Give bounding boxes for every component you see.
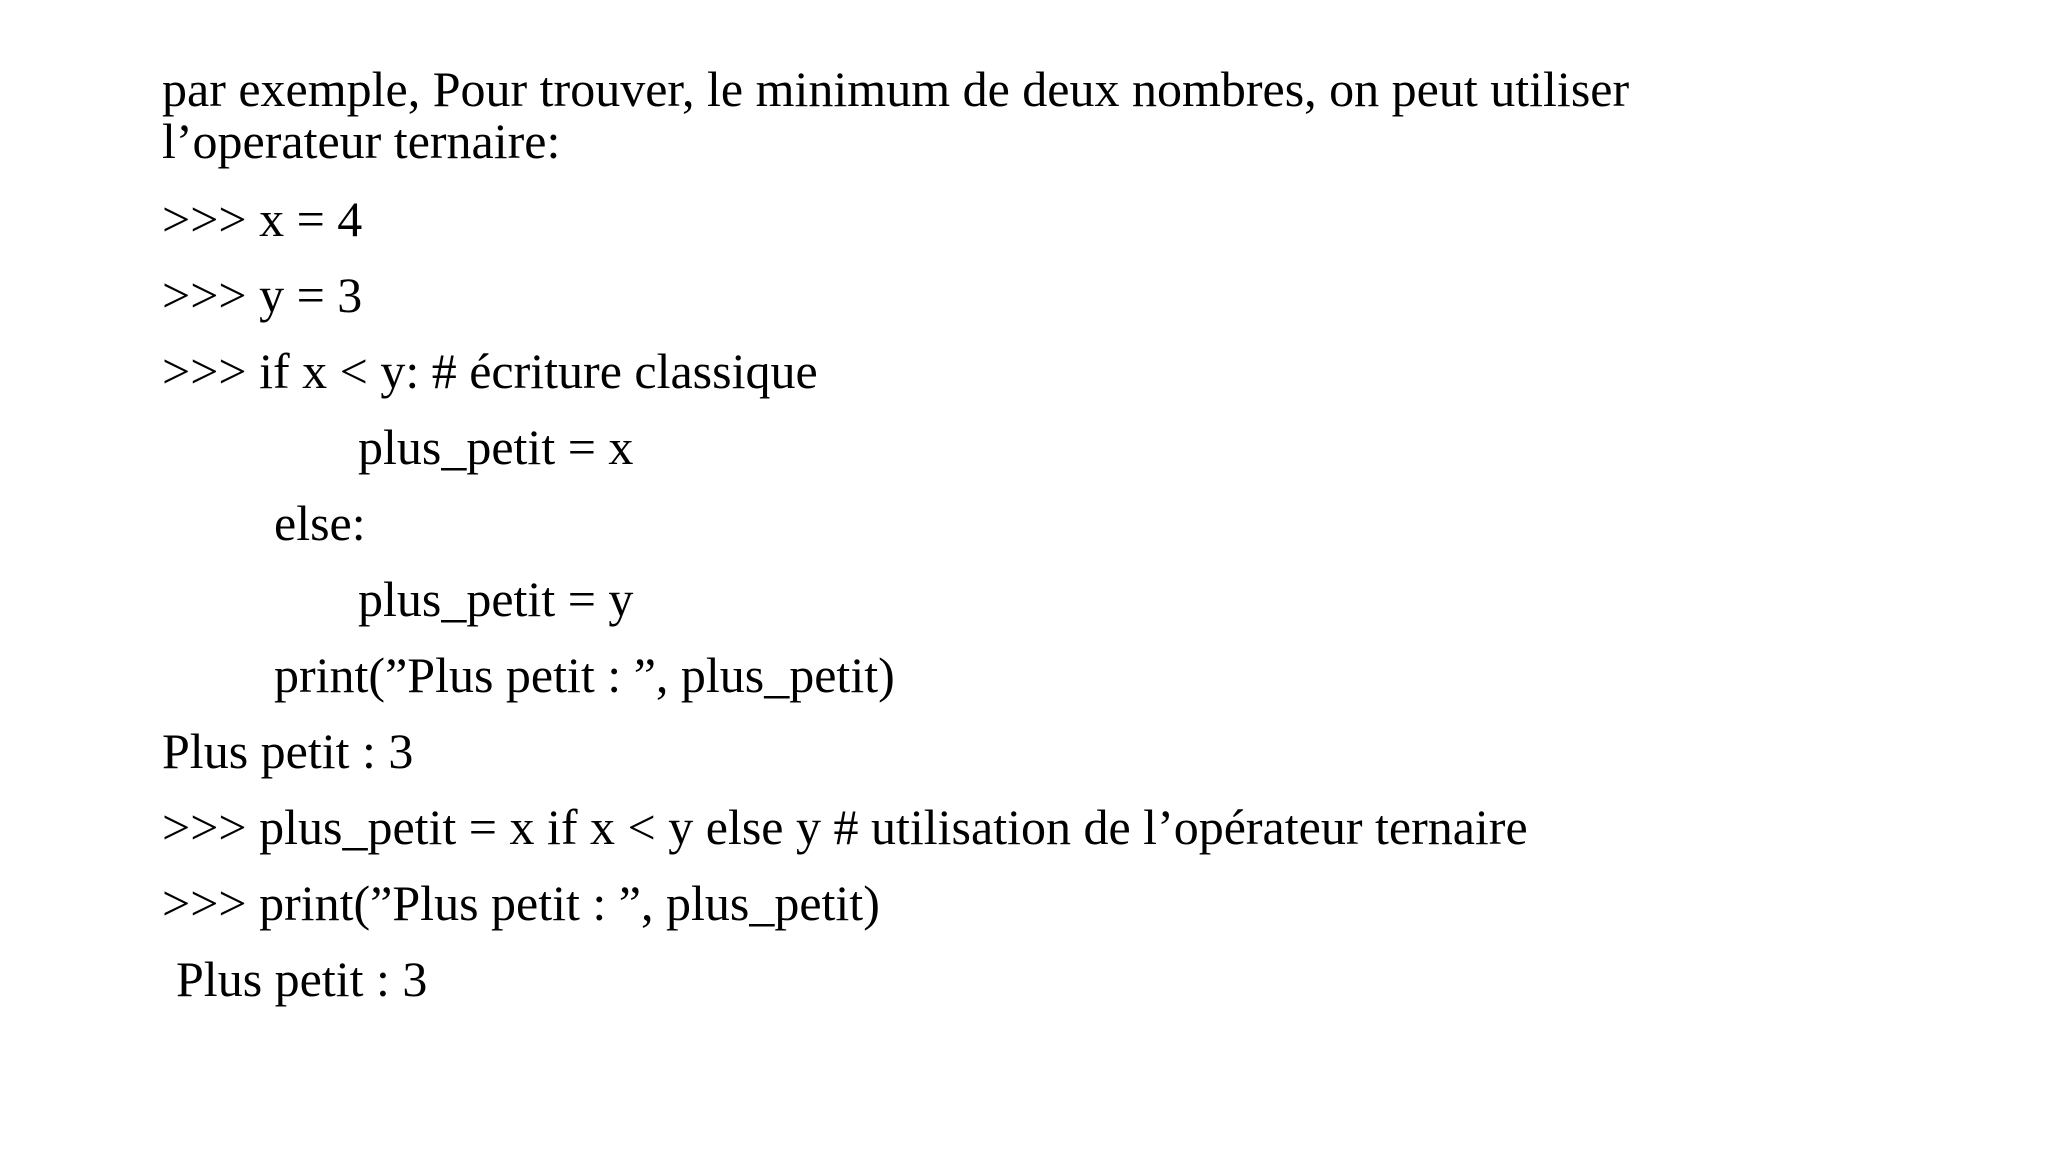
intro-line-1: par exemple, Pour trouver, le minimum de deux nombres, on peut utiliser: [162, 61, 1630, 117]
code-line-else-body: plus_petit = y: [358, 571, 634, 627]
output-line-1: Plus petit : 3: [162, 723, 414, 779]
code-line-print-2: >>> print(”Plus petit : ”, plus_petit): [162, 875, 880, 931]
code-line-else: else:: [274, 495, 366, 551]
code-line-if: >>> if x < y: # écriture classique: [162, 343, 818, 399]
code-line-print-1: print(”Plus petit : ”, plus_petit): [274, 647, 895, 703]
output-line-2: Plus petit : 3: [176, 951, 428, 1007]
code-line-assign-x: >>> x = 4: [162, 191, 363, 247]
code-line-if-body: plus_petit = x: [358, 419, 634, 475]
intro-line-2: l’operateur ternaire:: [162, 113, 561, 169]
code-line-assign-y: >>> y = 3: [162, 267, 363, 323]
code-line-ternary: >>> plus_petit = x if x < y else y # utilisation de l’opérateur ternaire: [162, 799, 1528, 855]
